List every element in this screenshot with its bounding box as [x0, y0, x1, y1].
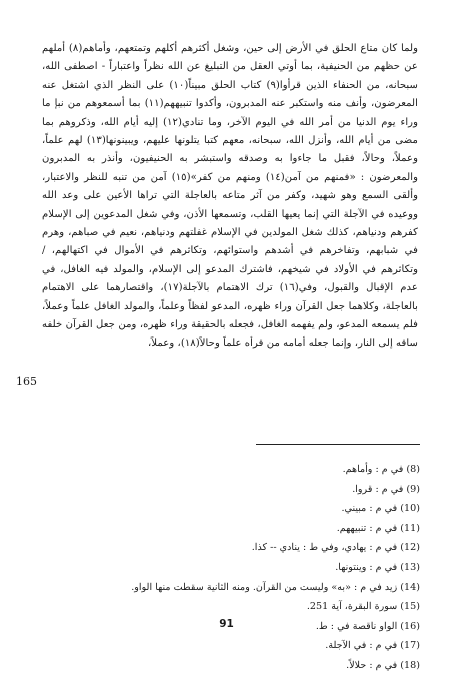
footnote-separator	[256, 444, 420, 445]
paragraph: ولما كان متاع الحلق في الأرض إلى حين، وشغل أكثرهم أكلهم وتمتعهم، وأماهم(٨) أملهم عن حظهم من الحنيفية، بما أوتي العقل من التبليغ عن الله نظراً واعتباراً - اصطفى الله، سبحانه، من الحنفاء الذين قرأوا(٩) كتاب الحلق مبيناً(١٠) على النظر الذي اشتغل عنه المعرضون، وأنف منه واستكبر عنه المدبرون، وأكدوا تنبيههم(١١) بما أسمعوهم من نبإ ما وراء يوم الدنيا من أمر الله في اليوم الآخر، وما تنادي(١٢) إليه أيام الله، وذكروهم بما مضى من أيام الله، وأنزل الله، سبحانه، معهم كتبا يتلونها عليهم، ويبينونها(١٣) لهم علماً، وعملاً، وحالاً، فقبل ما جاءوا به وصدقه واستبشر به الحنيفيون، وأنذر به المدبرون والمعرضون : «فمنهم من آمن(١٤) ومنهم من كفر»(١٥) آمن من تنبه للنظر والاعتبار، وألقى السمع وهو شهيد، وكفر من آثر متاعه بالعاجلة التي تراها الأعين على وعد الله ووعيده في الآجلة التي إنما يعيها القلب، وتسمعها الأذن، وفي شغل المدعوين إلى الإسلام كفرهم ودنياهم، كذلك شغل المولدين في الإسلام غفلتهم ودنياهم، نعيم في صباهم، وهرم في شبابهم، وتفاخرهم في أشدهم واستوائهم، وتكاثرهم في الأموال في اكتهالهم، / وتكاثرهم في الأولاد في شيخهم، فاشترك المدعو إلى الإسلام، والمولد فيه الغافل، في عدم الإقبال والقبول، وفي(١٦) ترك الاهتمام بالآجلة(١٧)، واقتصارهما على الاهتمام بالعاجلة، وكلاهما جعل القرآن وراء ظهره، المدعو لفظاً وعلماً، والمولد الغافل علماً وعملاً، فلم يسمعه المدعو، ولم يفهمه الغافل، فجعله بالحقيقة وراء ظهره، ومن جعل القرآن خلفه ساقه إلى النار، وإنما جعله أمامه من قرأه علماً وحالاً(١٨)، وعملاً،	[42, 43, 419, 349]
footnote: (9) في م : قروا.	[352, 483, 420, 495]
footnote: (10) في م : مبيني.	[341, 503, 420, 515]
footnote: (18) في م : حلالاً.	[346, 659, 420, 671]
main-text	[42, 40, 418, 353]
footnote: (8) في م : وأماهم.	[342, 464, 420, 475]
footnote: (13) في م : وينتونها.	[335, 561, 420, 573]
footnote: (15) سورة البقرة، آية 251.	[306, 601, 420, 613]
footnote: (11) في م : تنبيههم.	[336, 522, 420, 534]
footnotes-list	[70, 460, 420, 676]
page-number: 91	[219, 618, 234, 630]
footnote: (12) في م : يهادي، وفي ط : ينادي -- كذا.	[251, 542, 420, 554]
margin-page-reference: 165	[16, 375, 37, 388]
footnote: (17) في م : في الآجلة.	[325, 640, 420, 652]
footnote: (16) الواو ناقصة في : ط.	[315, 620, 420, 632]
footnote: (14) زيد في م : «به» وليست من القرآن. ومنه الثانية سقطت منها الواو.	[131, 581, 420, 593]
